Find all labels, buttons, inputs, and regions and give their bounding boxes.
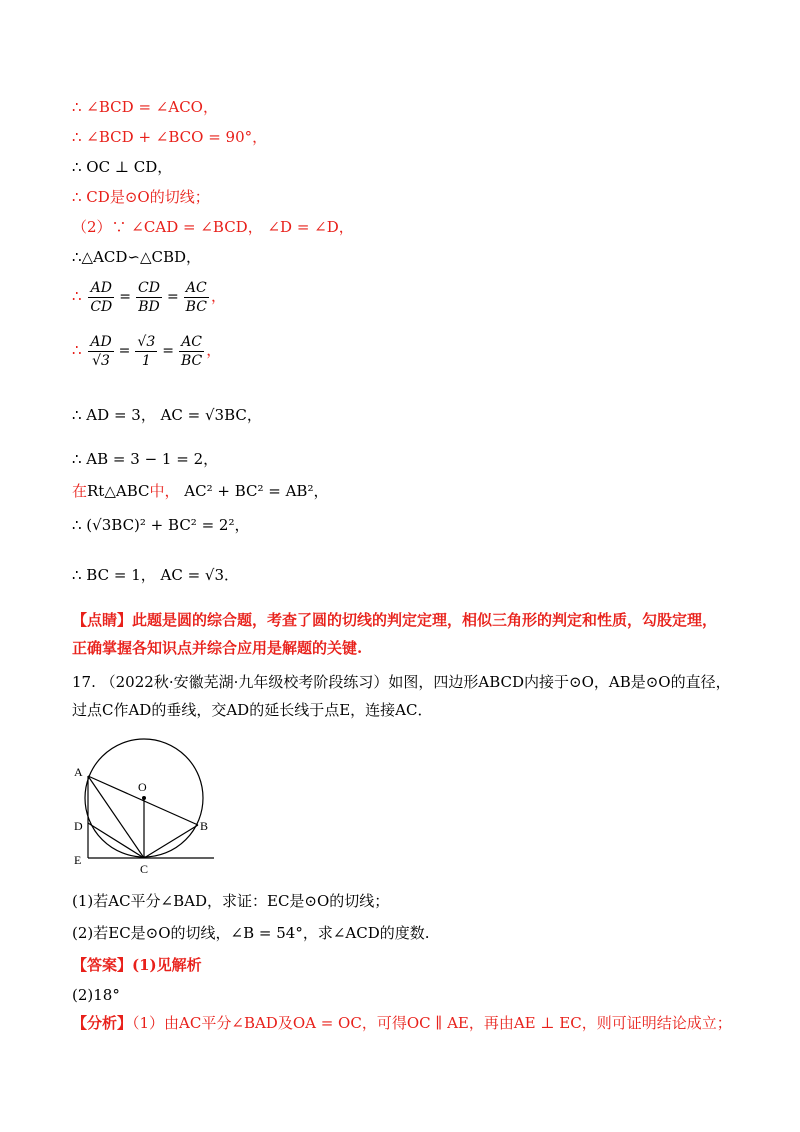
proof-line-4-math: ∴ CD — [72, 188, 110, 206]
fraction-ad-sqrt3: $\frac{AD}{√3}$ — [90, 333, 112, 369]
problem-source: （2022秋·安徽芜湖·九年级校考阶段练习） — [100, 673, 389, 691]
line-bc — [144, 825, 198, 858]
proof-line-13: ∴ BC = 1， AC = √3． — [72, 566, 240, 584]
proof-line-10: ∴ AB = 3 − 1 = 2， — [72, 450, 219, 468]
fraction-ac-bc: $\frac{AC}{BC}$ — [185, 279, 207, 315]
proof-line-12: ∴ (√3BC)² + BC² = 2²， — [72, 516, 250, 534]
fraction-sqrt3-1: $\frac{√3}{1}$ — [137, 333, 156, 369]
proof-line-9: ∴ AD = 3， AC = √3BC， — [72, 406, 262, 424]
comment-block — [72, 606, 732, 662]
question-2: (2)若EC是⊙O的切线，∠B = 54°，求∠ACD的度数. — [72, 924, 430, 942]
question-1: (1)若AC平分∠BAD，求证：EC是⊙O的切线； — [72, 892, 390, 910]
answer-line-2: (2)18° — [72, 986, 120, 1004]
label-o: O — [138, 780, 147, 794]
geometry-figure — [68, 732, 228, 882]
proof-line-5: （2）∵ ∠CAD = ∠BCD， ∠D = ∠D， — [72, 218, 354, 236]
center-point — [142, 796, 146, 800]
analysis-line — [72, 1012, 732, 1034]
fraction-ac-bc-2: $\frac{AC}{BC}$ — [180, 333, 203, 369]
proof-line-3: ∴ OC ⊥ CD， — [72, 158, 173, 176]
analysis-text: （1）由AC平分∠BAD及OA = OC，可得OC ∥ AE，再由AE ⊥ EC，则可证明结论成立； — [132, 1014, 732, 1032]
therefore-symbol: ∴ — [72, 341, 82, 359]
answer-line-1: 【答案】(1)见解析 — [72, 956, 202, 974]
proof-line-4 — [72, 186, 210, 208]
proof-line-4-text: 是⊙O的切线； — [109, 188, 210, 206]
problem-17 — [72, 668, 732, 724]
proof-line-8: ∴ $\frac{AD}{√3}$ = $\frac{√3}{1}$ = $\frac{AC}{BC}$ ， — [72, 333, 222, 369]
proof-line-7: ∴ $\frac{AD}{CD}$ = $\frac{CD}{BD}$ = $\frac{AC}{BC}$ ， — [72, 279, 226, 315]
proof-line-2: ∴ ∠BCD + ∠BCO = 90°， — [72, 128, 268, 146]
comment-label: 【点睛】 — [72, 611, 133, 629]
label-c: C — [140, 862, 149, 876]
label-b: B — [200, 819, 209, 833]
line-dc — [88, 823, 144, 858]
proof-line-1: ∴ ∠BCD = ∠ACO， — [72, 98, 218, 116]
proof-line-11: 在Rt△ABC中， AC² + BC² = AB²， — [72, 482, 329, 500]
fraction-cd-bd: $\frac{CD}{BD}$ — [138, 279, 160, 315]
label-e: E — [74, 853, 82, 867]
answer-label: 【答案】 — [72, 956, 133, 974]
problem-text: 如图，四边形ABCD内接于⊙O，AB是⊙O的直径，过点C作AD的垂线，交AD的延长线于点E，连接AC． — [72, 673, 731, 719]
comment-text: 此题是圆的综合题，考查了圆的切线的判定定理，相似三角形的判定和性质，勾股定理，正确掌握各知识点并综合应用是解题的关键. — [72, 611, 718, 657]
analysis-label: 【分析】 — [72, 1014, 133, 1032]
proof-line-6: ∴△ACD∽△CBD， — [72, 248, 202, 266]
problem-number: 17. — [72, 673, 96, 691]
therefore-symbol: ∴ — [72, 287, 82, 305]
label-d: D — [74, 819, 83, 833]
fraction-ad-cd: $\frac{AD}{CD}$ — [90, 279, 113, 315]
label-a: A — [74, 765, 83, 779]
